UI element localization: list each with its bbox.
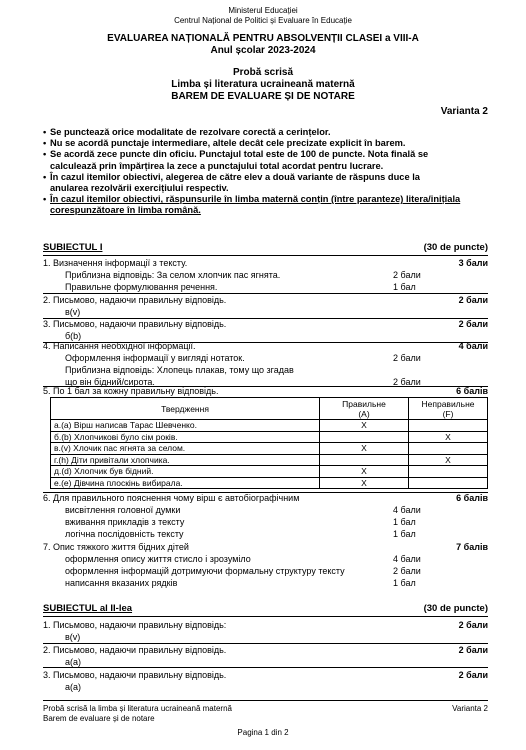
question-1: 1. Визначення інформації з тексту. 3 бали: [43, 258, 488, 268]
center-name: Centrul Național de Politici și Evaluare în Educație: [174, 16, 352, 25]
answer-line: висвітлення головної думки 4 бали: [65, 505, 421, 515]
question-2: 2. Письмово, надаючи правильну відповідь. 2 бали: [43, 295, 488, 305]
question-4: 4. Написання необхідної інформації. 4 бали: [43, 341, 488, 351]
rule-item: • Se acordă zece puncte din oficiu. Punctajul total este de 100 de puncte. Nota finală se calculează prin împărțirea la zece a punctajului total acordat pentru lucrare.: [43, 149, 489, 171]
question-5: 5. По 1 бал за кожну правильну відповідь. 6 балів: [43, 386, 488, 396]
answer-line: Оформлення інформації у вигляді нотаток. 2 бали: [65, 353, 421, 363]
answer-line: вживання прикладів з тексту 1 бал: [65, 517, 416, 527]
rule-item: • Se punctează orice modalitate de rezolvare corectă a cerințelor.: [43, 127, 489, 138]
answer-line: Приблизна відповідь: Хлопець плакав, тому що згадав: [65, 365, 294, 375]
answer-line: написання вказаних рядків 1 бал: [65, 578, 416, 588]
true-false-table: [50, 397, 488, 489]
answer-line: логічна послідовність тексту 1 бал: [65, 529, 416, 539]
question-6: 6. Для правильного пояснення чому вірш є автобіографічним 6 балів: [43, 493, 488, 503]
answer-line: оформлення опису життя стисло і зрозуміло 4 бали: [65, 554, 421, 564]
col-false: Неправильне (F): [409, 398, 488, 420]
barem-title: BAREM DE EVALUARE ȘI DE NOTARE: [171, 91, 355, 102]
table-row: г.(h) Діти привітали хлопчика. X: [51, 454, 488, 466]
answer-line: б(b): [65, 331, 82, 341]
table-header-row: [51, 398, 488, 420]
table-row: б.(b) Хлопчикові було сім років. X: [51, 431, 488, 443]
subject2-header: SUBIECTUL al II-lea (30 de puncte): [43, 603, 488, 614]
col-true: Правильне (A): [320, 398, 409, 420]
answer-line: а(a): [65, 657, 82, 667]
answer-line: в(v): [65, 632, 81, 642]
footer-variant: Varianta 2: [452, 704, 488, 713]
rule-item: • Nu se acordă punctaje intermediare, altele decât cele precizate explicit în barem.: [43, 138, 489, 149]
col-statement: Твердження: [51, 398, 320, 420]
rule-item: • În cazul itemilor obiectivi, răspunsurile în limba maternă conțin (între paranteze) litera/inițiala corespunzătoare în limba română.: [43, 194, 489, 216]
answer-line: Приблизна відповідь: За селом хлопчик пас ягнята. 2 бали: [65, 270, 421, 280]
test-type: Probă scrisă: [232, 67, 294, 78]
answer-line: а(a): [65, 682, 82, 692]
subject1-header: SUBIECTUL I (30 de puncte): [43, 242, 488, 253]
ministry-name: Ministerul Educației: [228, 6, 298, 15]
rule-item: • În cazul itemilor obiectivi, alegerea de către elev a două variante de răspuns duce la anularea rezolvării exercițiului respectiv.: [43, 172, 489, 194]
question-3: 3. Письмово, надаючи правильну відповідь. 2 бали: [43, 319, 488, 329]
table-row: в.(v) Хлочик пас ягнята за селом. X: [51, 443, 488, 455]
answer-line: що він бідний/сирота. 2 бали: [65, 377, 421, 387]
question-7: 7. Опис тяжкого життя бідних дітей 7 балів: [43, 542, 488, 552]
variant-label: Varianta 2: [440, 106, 488, 117]
question-1: 1. Письмово, надаючи правильну відповідь: 2 бали: [43, 620, 488, 630]
exam-title: EVALUAREA NAȚIONALĂ PENTRU ABSOLVENȚII CLASEI a VIII-A: [107, 33, 419, 44]
page-number: Pagina 1 din 2: [237, 728, 289, 737]
question-2: 2. Письмово, надаючи правильну відповідь. 2 бали: [43, 645, 488, 655]
footer-subject: Probă scrisă la limba și literatura ucraineană maternă: [43, 704, 232, 713]
footer-barem: Barem de evaluare și de notare: [43, 714, 155, 723]
question-3: 3. Письмово, надаючи правильну відповідь. 2 бали: [43, 670, 488, 680]
answer-line: оформлення інформацій дотримуючи формальну структуру тексту 2 бали: [65, 566, 421, 576]
table-row: а.(a) Вірш написав Тарас Шевченко. X: [51, 420, 488, 432]
rules-list: [43, 127, 489, 217]
answer-line: Правильне формулювання речення. 1 бал: [65, 282, 416, 292]
table-row: д.(d) Хлопчик був бідний. X: [51, 466, 488, 478]
subject-name: Limba și literatura ucraineană maternă: [171, 79, 355, 90]
answer-line: в(v): [65, 307, 81, 317]
school-year: Anul școlar 2023-2024: [210, 45, 316, 56]
table-row: е.(e) Дівчина плоскінь вибирала. X: [51, 477, 488, 489]
